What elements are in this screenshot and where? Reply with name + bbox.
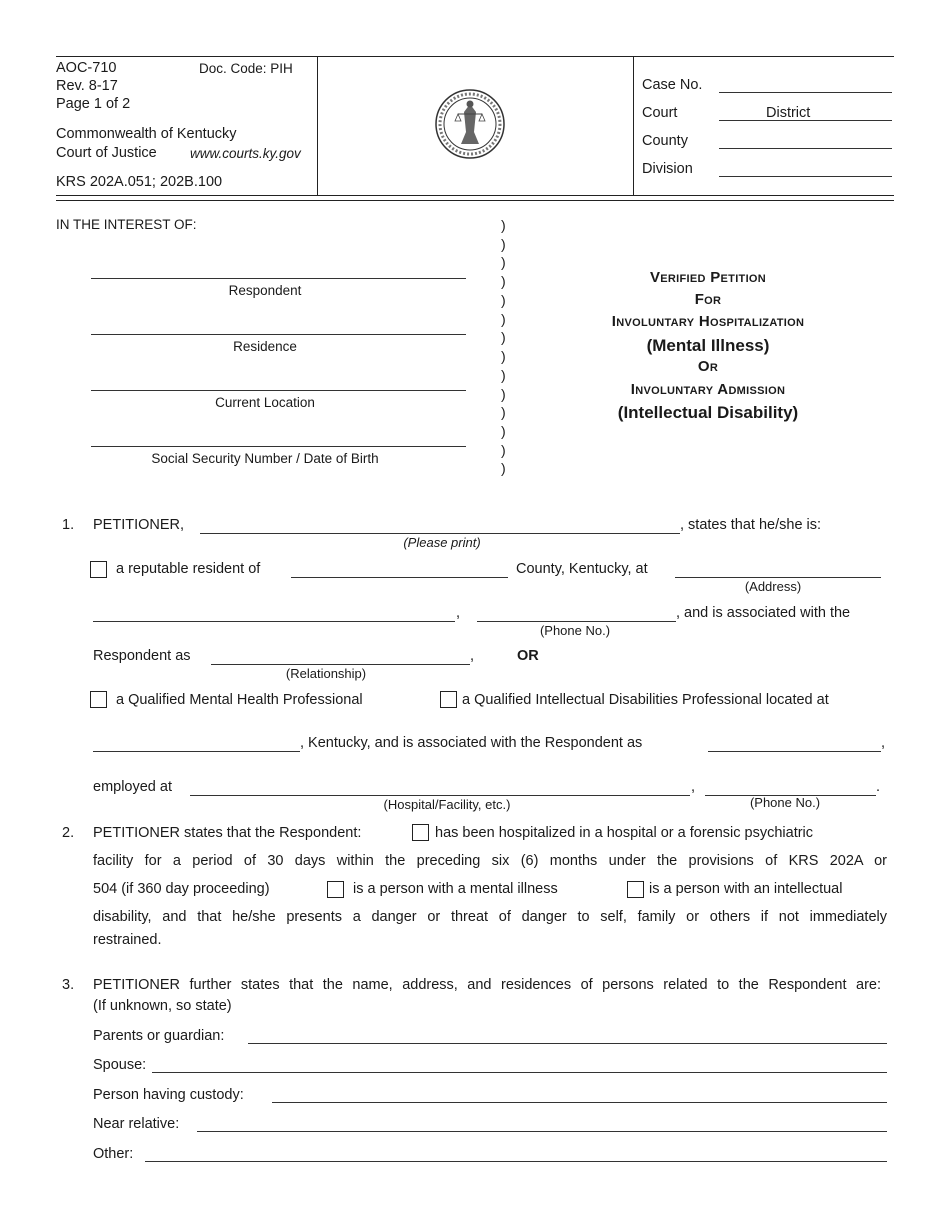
respondent-label: Respondent (228, 283, 302, 298)
item1-respondent-as: Respondent as (93, 648, 191, 664)
division-field[interactable] (719, 176, 892, 177)
phone-label-2: (Phone No.) (749, 795, 821, 810)
title-line-6: Involuntary Admission (630, 381, 786, 398)
header-bottom-rule-2 (56, 200, 894, 201)
ssn-dob-field[interactable] (91, 446, 466, 447)
item1-period: . (876, 779, 881, 795)
court-seal-icon (434, 88, 506, 160)
resident-phone-field[interactable] (477, 621, 676, 622)
revision: Rev. 8-17 (56, 78, 118, 94)
title-line-4: (Mental Illness) (646, 336, 770, 355)
title-line-2: For (694, 291, 722, 308)
reputable-resident-checkbox[interactable] (90, 561, 107, 578)
division-label: Division (642, 161, 693, 177)
spouse-field[interactable] (152, 1072, 887, 1073)
item3-number: 3. (62, 977, 75, 993)
custody-label: Person having custody: (93, 1087, 244, 1103)
relationship-field[interactable] (211, 664, 470, 665)
item1-kentucky-assoc: , Kentucky, and is associated with the Respondent as (300, 735, 643, 751)
item1-or: OR (517, 648, 539, 664)
item1-resident-a: a reputable resident of (116, 561, 261, 577)
case-no-field[interactable] (719, 92, 892, 93)
item3-line1: PETITIONER further states that the name, address, and residences of persons related to the Respondent are: (93, 977, 881, 993)
website: www.courts.ky.gov (190, 146, 301, 161)
hospital-label: (Hospital/Facility, etc.) (383, 797, 511, 812)
qidp-checkbox[interactable] (440, 691, 457, 708)
title-line-7: (Intellectual Disability) (617, 403, 799, 422)
item2-line3a: 504 (if 360 day proceeding) (93, 881, 270, 897)
residence-field[interactable] (91, 334, 466, 335)
hospitalized-checkbox[interactable] (412, 824, 429, 841)
court-field[interactable] (719, 120, 892, 121)
item2-line1a: PETITIONER states that the Respondent: (93, 825, 362, 841)
item1-comma-3: , (881, 735, 886, 751)
header-divider-left (317, 56, 318, 195)
item1-comma-2: , (470, 648, 475, 664)
resident-address-field[interactable] (675, 577, 881, 578)
item2-line4: disability, and that he/she presents a danger or threat of danger to self, family or others if not immediately (93, 909, 887, 925)
address-label: (Address) (744, 579, 802, 594)
item2-line1b: has been hospitalized in a hospital or a forensic psychiatric (435, 825, 814, 841)
custody-field[interactable] (272, 1102, 887, 1103)
employer-field[interactable] (190, 795, 690, 796)
county-field[interactable] (719, 148, 892, 149)
relative-field[interactable] (197, 1131, 887, 1132)
form-number: AOC-710 (56, 60, 117, 76)
header-divider-right (633, 56, 634, 195)
other-field[interactable] (145, 1161, 887, 1162)
item1-employed: employed at (93, 779, 172, 795)
respondent-field[interactable] (91, 278, 466, 279)
phone-label: (Phone No.) (539, 623, 611, 638)
case-no-label: Case No. (642, 77, 703, 93)
ssn-dob-label: Social Security Number / Date of Birth (151, 451, 379, 466)
resident-county-field[interactable] (291, 577, 508, 578)
item1-comma-4: , (691, 779, 696, 795)
please-print-label: (Please print) (403, 535, 481, 550)
current-location-label: Current Location (215, 395, 315, 410)
org-line-2: Court of Justice (56, 145, 157, 161)
court-label: Court (642, 105, 678, 121)
header-bottom-rule-1 (56, 195, 894, 196)
qmhp-checkbox[interactable] (90, 691, 107, 708)
current-location-field[interactable] (91, 390, 466, 391)
residence-label: Residence (233, 339, 297, 354)
spouse-label: Spouse: (93, 1057, 147, 1073)
county-label: County (642, 133, 688, 149)
item1-states: , states that he/she is: (680, 517, 822, 533)
resident-address-field-2[interactable] (93, 621, 455, 622)
header-top-rule (56, 56, 894, 57)
item2-number: 2. (62, 825, 75, 841)
mental-illness-checkbox[interactable] (327, 881, 344, 898)
petitioner-name-field[interactable] (200, 533, 680, 534)
court-value: District (766, 105, 811, 121)
item2-line2: facility for a period of 30 days within the preceding six (6) months under the provisions of KRS 202A or (93, 853, 887, 869)
item1-associated: , and is associated with the (676, 605, 851, 621)
professional-location-field[interactable] (93, 751, 300, 752)
professional-relationship-field[interactable] (708, 751, 881, 752)
title-line-5: Or (697, 358, 719, 375)
item2-line3c: is a person with an intellectual (649, 881, 843, 897)
item1-number: 1. (62, 517, 75, 533)
relationship-label: (Relationship) (285, 666, 367, 681)
interest-label: IN THE INTEREST OF: (56, 217, 197, 232)
item3-line2: (If unknown, so state) (93, 998, 232, 1014)
item1-petitioner: PETITIONER, (93, 517, 185, 533)
page-number: Page 1 of 2 (56, 96, 131, 112)
statute: KRS 202A.051; 202B.100 (56, 174, 223, 190)
item1-resident-b: County, Kentucky, at (516, 561, 648, 577)
item1-qmhp: a Qualified Mental Health Professional (116, 692, 363, 708)
title-line-3: Involuntary Hospitalization (611, 313, 805, 330)
other-label: Other: (93, 1146, 134, 1162)
title-line-1: Verified Petition (649, 269, 767, 286)
item1-qidp: a Qualified Intellectual Disabilities Professional located at (462, 692, 829, 708)
parents-field[interactable] (248, 1043, 887, 1044)
relative-label: Near relative: (93, 1116, 180, 1132)
parents-label: Parents or guardian: (93, 1028, 225, 1044)
item1-comma: , (456, 605, 461, 621)
intellectual-disability-checkbox[interactable] (627, 881, 644, 898)
doc-code: Doc. Code: PIH (199, 61, 293, 76)
org-line-1: Commonwealth of Kentucky (56, 126, 237, 142)
item2-line5: restrained. (93, 932, 162, 948)
item2-line3b: is a person with a mental illness (353, 881, 558, 897)
